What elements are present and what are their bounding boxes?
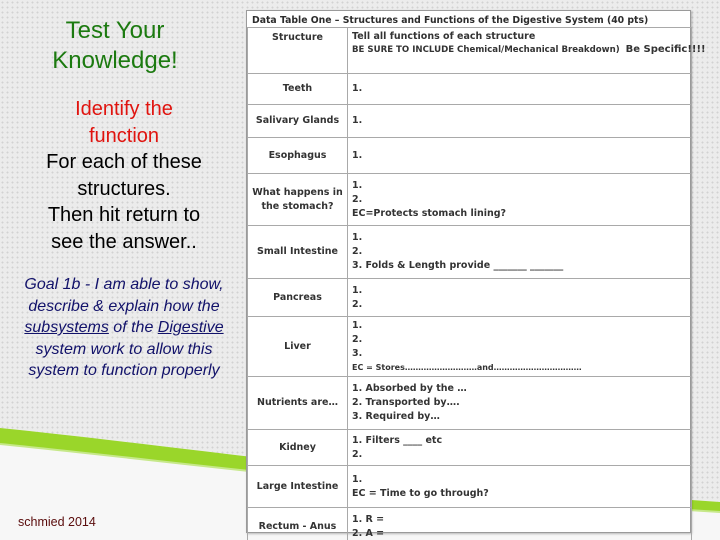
table-row [248, 138, 692, 174]
instruction-line: structures. [77, 177, 171, 200]
function-cell: 1. 2. EC=Protects stomach lining? [348, 174, 692, 226]
table-row [248, 317, 692, 377]
header-structure: Structure [248, 28, 348, 74]
table-row [248, 105, 692, 138]
table-row [248, 174, 692, 226]
instructions [8, 96, 240, 255]
table-header-row [248, 28, 692, 74]
function-cell: 1. 2. [348, 279, 692, 317]
structure-cell: Esophagus [248, 138, 348, 174]
function-cell: 1. 2. 3. EC = Stores………………………and…………………………… [348, 317, 692, 377]
structure-cell: Rectum - Anus [248, 508, 348, 540]
function-cell: 1. EC = Time to go through? [348, 466, 692, 508]
structure-cell: Small Intestine [248, 226, 348, 279]
instruction-line: Then hit return to [47, 204, 201, 226]
goal-text: system work to allow this system to function properly [28, 340, 220, 379]
structure-cell: Teeth [248, 74, 348, 105]
table-row [248, 508, 692, 540]
author-credit: schmied 2014 [18, 515, 96, 529]
header-functions-line-1: Tell all functions of each structure [352, 31, 536, 42]
structure-cell: Large Intestine [248, 466, 348, 508]
table-row [248, 430, 692, 466]
structure-cell: Kidney [248, 430, 348, 466]
table-row [248, 74, 692, 105]
table-row [248, 279, 692, 317]
goal-digestive: Digestive [157, 319, 224, 336]
table-row [248, 226, 692, 279]
structure-cell: Salivary Glands [248, 105, 348, 138]
instruction-line: see the answer.. [51, 230, 197, 253]
structures-table [247, 27, 706, 540]
structure-cell: What happens in the stomach? [248, 174, 348, 226]
function-cell: 1. [348, 138, 692, 174]
header-functions [348, 28, 706, 74]
structure-cell: Liver [248, 317, 348, 377]
table-title: Data Table One – Structures and Functions of the Digestive System (40 pts) [252, 15, 649, 26]
learning-goal [16, 274, 232, 382]
function-cell: 1. Absorbed by the … 2. Transported by…. 3. Required by… [348, 377, 692, 430]
function-cell: 1. R = 2. A = [348, 508, 692, 540]
structure-cell: Nutrients are… [248, 377, 348, 430]
function-cell: 1. [348, 105, 692, 138]
table-row [248, 377, 692, 430]
instruction-line: function [88, 124, 160, 147]
function-cell: 1. Filters ____ etc 2. [348, 430, 692, 466]
table-row [248, 466, 692, 508]
instruction-line: Identify the [75, 98, 173, 120]
structure-cell: Pancreas [248, 279, 348, 317]
function-cell: 1. 2. 3. Folds & Length provide _______ _______ [348, 226, 692, 279]
title-line-2: Knowledge! [52, 47, 178, 74]
instruction-line: For each of these [46, 151, 202, 173]
function-cell: 1. [348, 74, 692, 105]
goal-text: of the [108, 319, 158, 336]
title-line-1: Test Your [65, 17, 165, 44]
data-table [246, 10, 706, 539]
slide-title [10, 16, 220, 76]
header-emphasis: Be Specific!!!! [625, 44, 706, 55]
goal-subsystems: subsystems [24, 319, 109, 336]
header-functions-line-2: BE SURE TO INCLUDE Chemical/Mechanical Breakdown) Be Specific!!!! [352, 44, 706, 55]
goal-text: Goal 1b - I am able to show, describe & explain how the [24, 276, 224, 315]
